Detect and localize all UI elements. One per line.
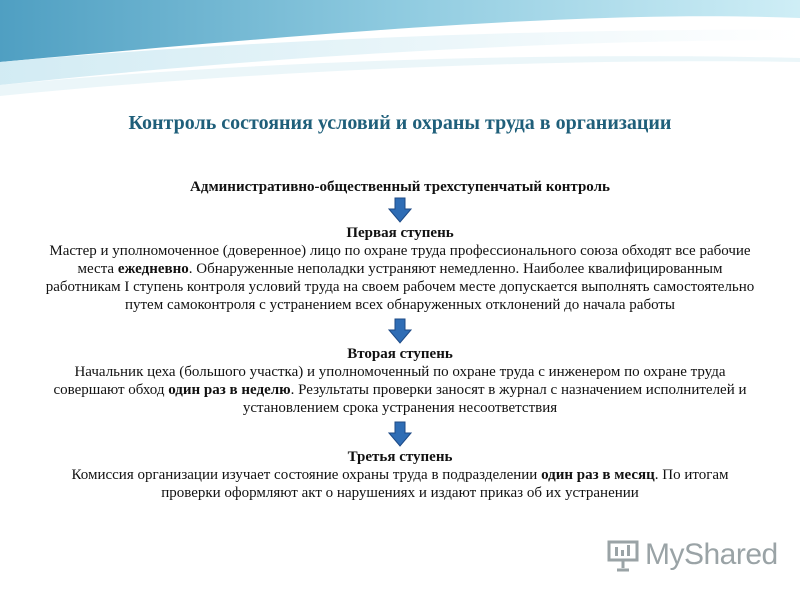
subtitle: Административно-общественный трехступенчатый контроль xyxy=(190,179,610,195)
down-arrow-icon xyxy=(388,318,412,344)
presentation-board-icon xyxy=(606,538,640,572)
stage-2 xyxy=(40,345,760,417)
stage-1 xyxy=(40,224,760,314)
down-arrow-icon xyxy=(388,421,412,447)
frequency: один раз в неделю xyxy=(168,382,291,398)
frequency: один раз в месяц xyxy=(541,467,655,483)
stage-3 xyxy=(40,448,760,502)
header-swoosh-decoration xyxy=(0,0,800,110)
down-arrow-icon xyxy=(388,197,412,223)
stage-title: Первая ступень xyxy=(346,225,454,241)
stage-title: Вторая ступень xyxy=(347,346,453,362)
page-title: Контроль состояния условий и охраны труда в организации xyxy=(128,112,672,134)
frequency: ежедневно xyxy=(117,261,189,277)
stage-description: Мастер и уполномоченное (доверенное) лицо по охране труда профессионального союза обходят все рабочие места ежедневно. Обнаруженные неполадки устраняют немедленно. Наиболее квалифицированным работникам I ступень контроля условий труда на своем рабочем месте допускается выполнять самостоятельно путем самоконтроля с устранением всех обнаруженных отклонений до начала работы xyxy=(45,243,755,313)
control-levels xyxy=(40,178,760,502)
myshared-logo xyxy=(606,538,778,572)
stage-description: Начальник цеха (большого участка) и уполномоченный по охране труда с инженером по охране труда совершают обход один раз в неделю. Результаты проверки заносят в журнал с назначением исполнителей и установлением срока устранения несоответствия xyxy=(53,364,747,416)
logo-text: MyShared xyxy=(645,538,778,571)
stage-description: Комиссия организации изучает состояние охраны труда в подразделении один раз в месяц. По итогам проверки оформляют акт о нарушениях и издают приказ об их устранении xyxy=(71,467,729,501)
stage-title: Третья ступень xyxy=(347,449,453,465)
